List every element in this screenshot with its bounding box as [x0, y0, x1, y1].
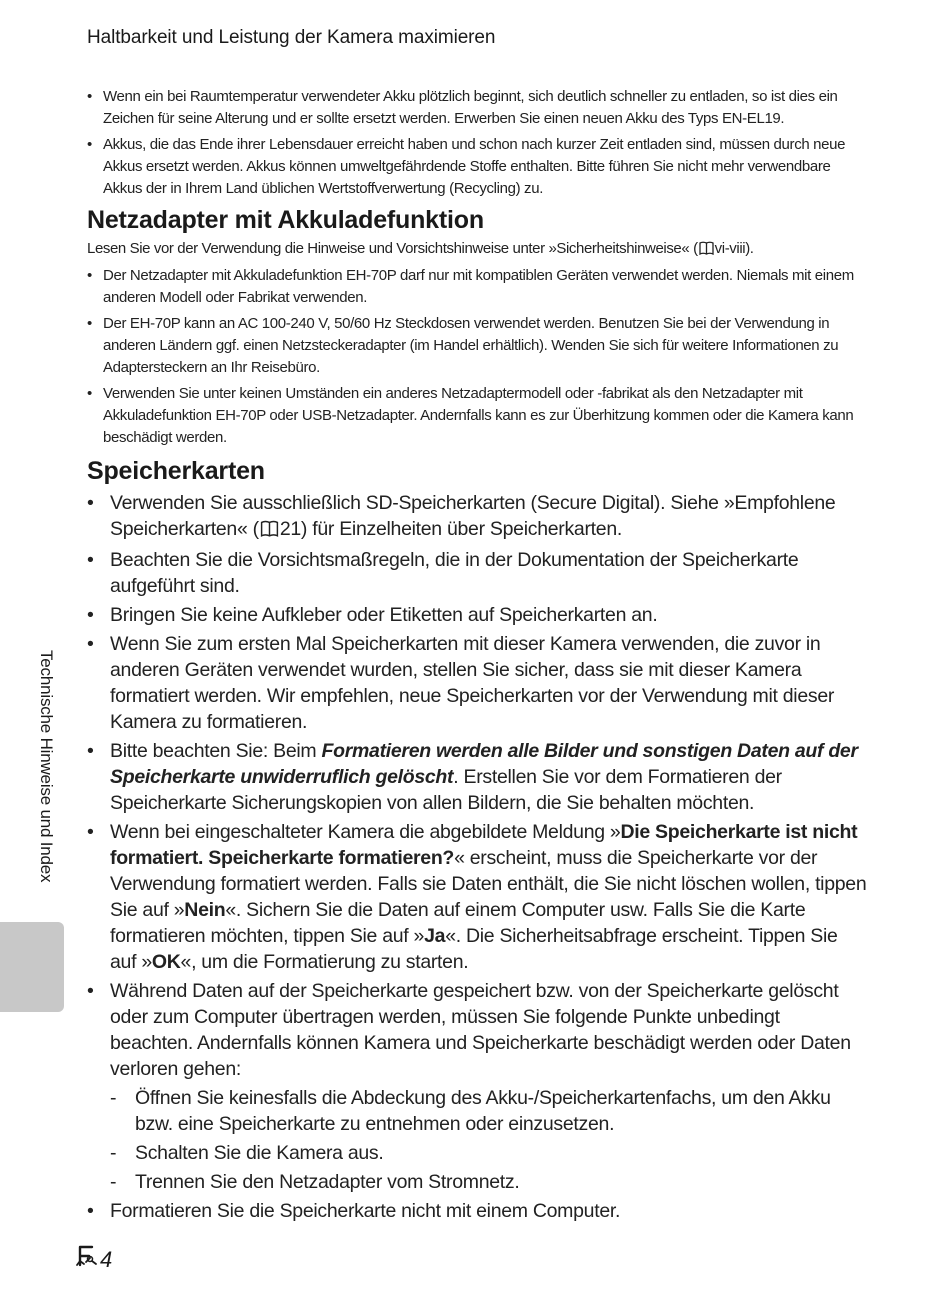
- list-item: • Der EH-70P kann an AC 100-240 V, 50/60 Hz Steckdosen verwendet werden. Benutzen Sie bei der Verwendung in anderen Ländern ggf. einen Netzsteckeradapter (im Handel erhältlich). Wenden Sie sich für weitere Informationen zu Adaptersteckern an Ihr Reisebüro.: [87, 313, 867, 379]
- adapter-list: [87, 265, 867, 449]
- list-item: • Bitte beachten Sie: Beim Formatieren werden alle Bilder und sonstigen Daten auf der Speicherkarte unwiderruflich gelöscht. Erstellen Sie vor dem Formatieren der Speicherkarte Sicherungskopien von allen Bildern, die Sie behalten möchten.: [87, 738, 867, 816]
- nein-option-label: Nein: [184, 899, 226, 921]
- list-item: • Verwenden Sie ausschließlich SD-Speicherkarten (Secure Digital). Siehe »Empfohlene Speicherkarten« ( 21) für Einzelheiten über Speicherkarten.: [87, 490, 867, 544]
- sidebar-section-label: Technische Hinweise und Index: [37, 650, 56, 883]
- list-item: • Während Daten auf der Speicherkarte gespeichert bzw. von der Speicherkarte gelöscht oder zum Computer übertragen werden, müssen Sie folgende Punkte unbedingt beachten. Andernfalls können Kamera und Speicherkarte beschädigt werden oder Daten verloren gehen: - Öffnen Sie keinesfalls die Abdeckung des Akku-/Speicherkartenfachs, um den Akku bzw. eine Speicherkarte zu entnehmen oder einzusetzen. - Schalten Sie die Kamera aus. - Trennen Sie den Netzadapter vom Stromnetz.: [87, 978, 867, 1195]
- technical-notes-icon: [74, 1244, 100, 1276]
- adapter-intro: Lesen Sie vor der Verwendung die Hinweise und Vorsichtshinweise unter »Sicherheitshinweise« ( vi-viii).: [87, 238, 867, 262]
- list-item: • Der Netzadapter mit Akkuladefunktion EH-70P darf nur mit kompatiblen Geräten verwendet werden. Niemals mit einem anderen Modell oder Fabrikat verwenden.: [87, 265, 867, 309]
- list-item: • Verwenden Sie unter keinen Umständen ein anderes Netzadaptermodell oder -fabrikat als den Netzadapter mit Akkuladefunktion EH-70P oder USB-Netzadapter. Andernfalls kann es zur Überhitzung kommen oder die Kamera kann beschädigt werden.: [87, 383, 867, 449]
- sub-list-item: - Trennen Sie den Netzadapter vom Stromnetz.: [110, 1169, 867, 1195]
- page-number: 4: [100, 1247, 113, 1272]
- page-header: Haltbarkeit und Leistung der Kamera maximieren: [87, 27, 496, 48]
- section-heading-cards: Speicherkarten: [87, 457, 265, 485]
- list-item: • Bringen Sie keine Aufkleber oder Etiketten auf Speicherkarten an.: [87, 602, 867, 628]
- error-message-text: Die Speicherkarte ist nicht formatiert. Speicherkarte formatieren?: [110, 821, 858, 869]
- sub-list-item: - Schalten Sie die Kamera aus.: [110, 1140, 867, 1166]
- list-item: • Akkus, die das Ende ihrer Lebensdauer erreicht haben und schon nach kurzer Zeit entladen sind, müssen durch neue Akkus ersetzt werden. Akkus können umweltgefährdende Stoffe enthalten. Bitte führen Sie nicht mehr verwendbare Akkus der in Ihrem Land üblichen Wertstoffverwertung (Recycling) zu.: [87, 134, 867, 200]
- emphasis-text: Formatieren werden alle Bilder und sonstigen Daten auf der Speicherkarte unwiderruflich gelöscht: [110, 740, 858, 788]
- book-icon: [699, 240, 714, 262]
- section-tab: [0, 922, 64, 1012]
- book-icon: [260, 518, 279, 544]
- page-content: [87, 86, 867, 1227]
- ja-option-label: Ja: [424, 925, 446, 947]
- list-item: • Beachten Sie die Vorsichtsmaßregeln, die in der Dokumentation der Speicherkarte aufgeführt sind.: [87, 547, 867, 599]
- battery-notes-list: [87, 86, 867, 200]
- page-footer: [74, 1244, 112, 1276]
- cards-list: [87, 490, 867, 1224]
- ok-option-label: OK: [151, 951, 181, 973]
- page-reference-link[interactable]: vi-viii: [714, 240, 746, 257]
- sub-list: [110, 1085, 867, 1195]
- list-item: • Formatieren Sie die Speicherkarte nicht mit einem Computer.: [87, 1198, 867, 1224]
- section-heading-adapter: Netzadapter mit Akkuladefunktion: [87, 206, 484, 234]
- sub-list-item: - Öffnen Sie keinesfalls die Abdeckung des Akku-/Speicherkartenfachs, um den Akku bzw. eine Speicherkarte zu entnehmen oder einzusetzen.: [110, 1085, 867, 1137]
- list-item: • Wenn ein bei Raumtemperatur verwendeter Akku plötzlich beginnt, sich deutlich schneller zu entladen, so ist dies ein Zeichen für seine Alterung und er sollte ersetzt werden. Erwerben Sie einen neuen Akku des Typs EN-EL19.: [87, 86, 867, 130]
- page-reference-link[interactable]: 21: [279, 518, 301, 540]
- list-item: • Wenn bei eingeschalteter Kamera die abgebildete Meldung »Die Speicherkarte ist nicht formatiert. Speicherkarte formatieren?« erscheint, muss die Speicherkarte vor der Verwendung formatiert werden. Falls sie Daten enthält, die Sie nicht löschen wollen, tippen Sie auf »Nein«. Sichern Sie die Daten auf einem Computer usw. Falls Sie die Karte formatieren möchten, tippen Sie auf »Ja«. Die Sicherheitsabfrage erscheint. Tippen Sie auf »OK«, um die Formatierung zu starten.: [87, 819, 867, 975]
- list-item: • Wenn Sie zum ersten Mal Speicherkarten mit dieser Kamera verwenden, die zuvor in anderen Geräten verwendet wurden, stellen Sie sicher, dass sie mit dieser Kamera formatiert werden. Wir empfehlen, neue Speicherkarten vor der Verwendung mit dieser Kamera zu formatieren.: [87, 631, 867, 735]
